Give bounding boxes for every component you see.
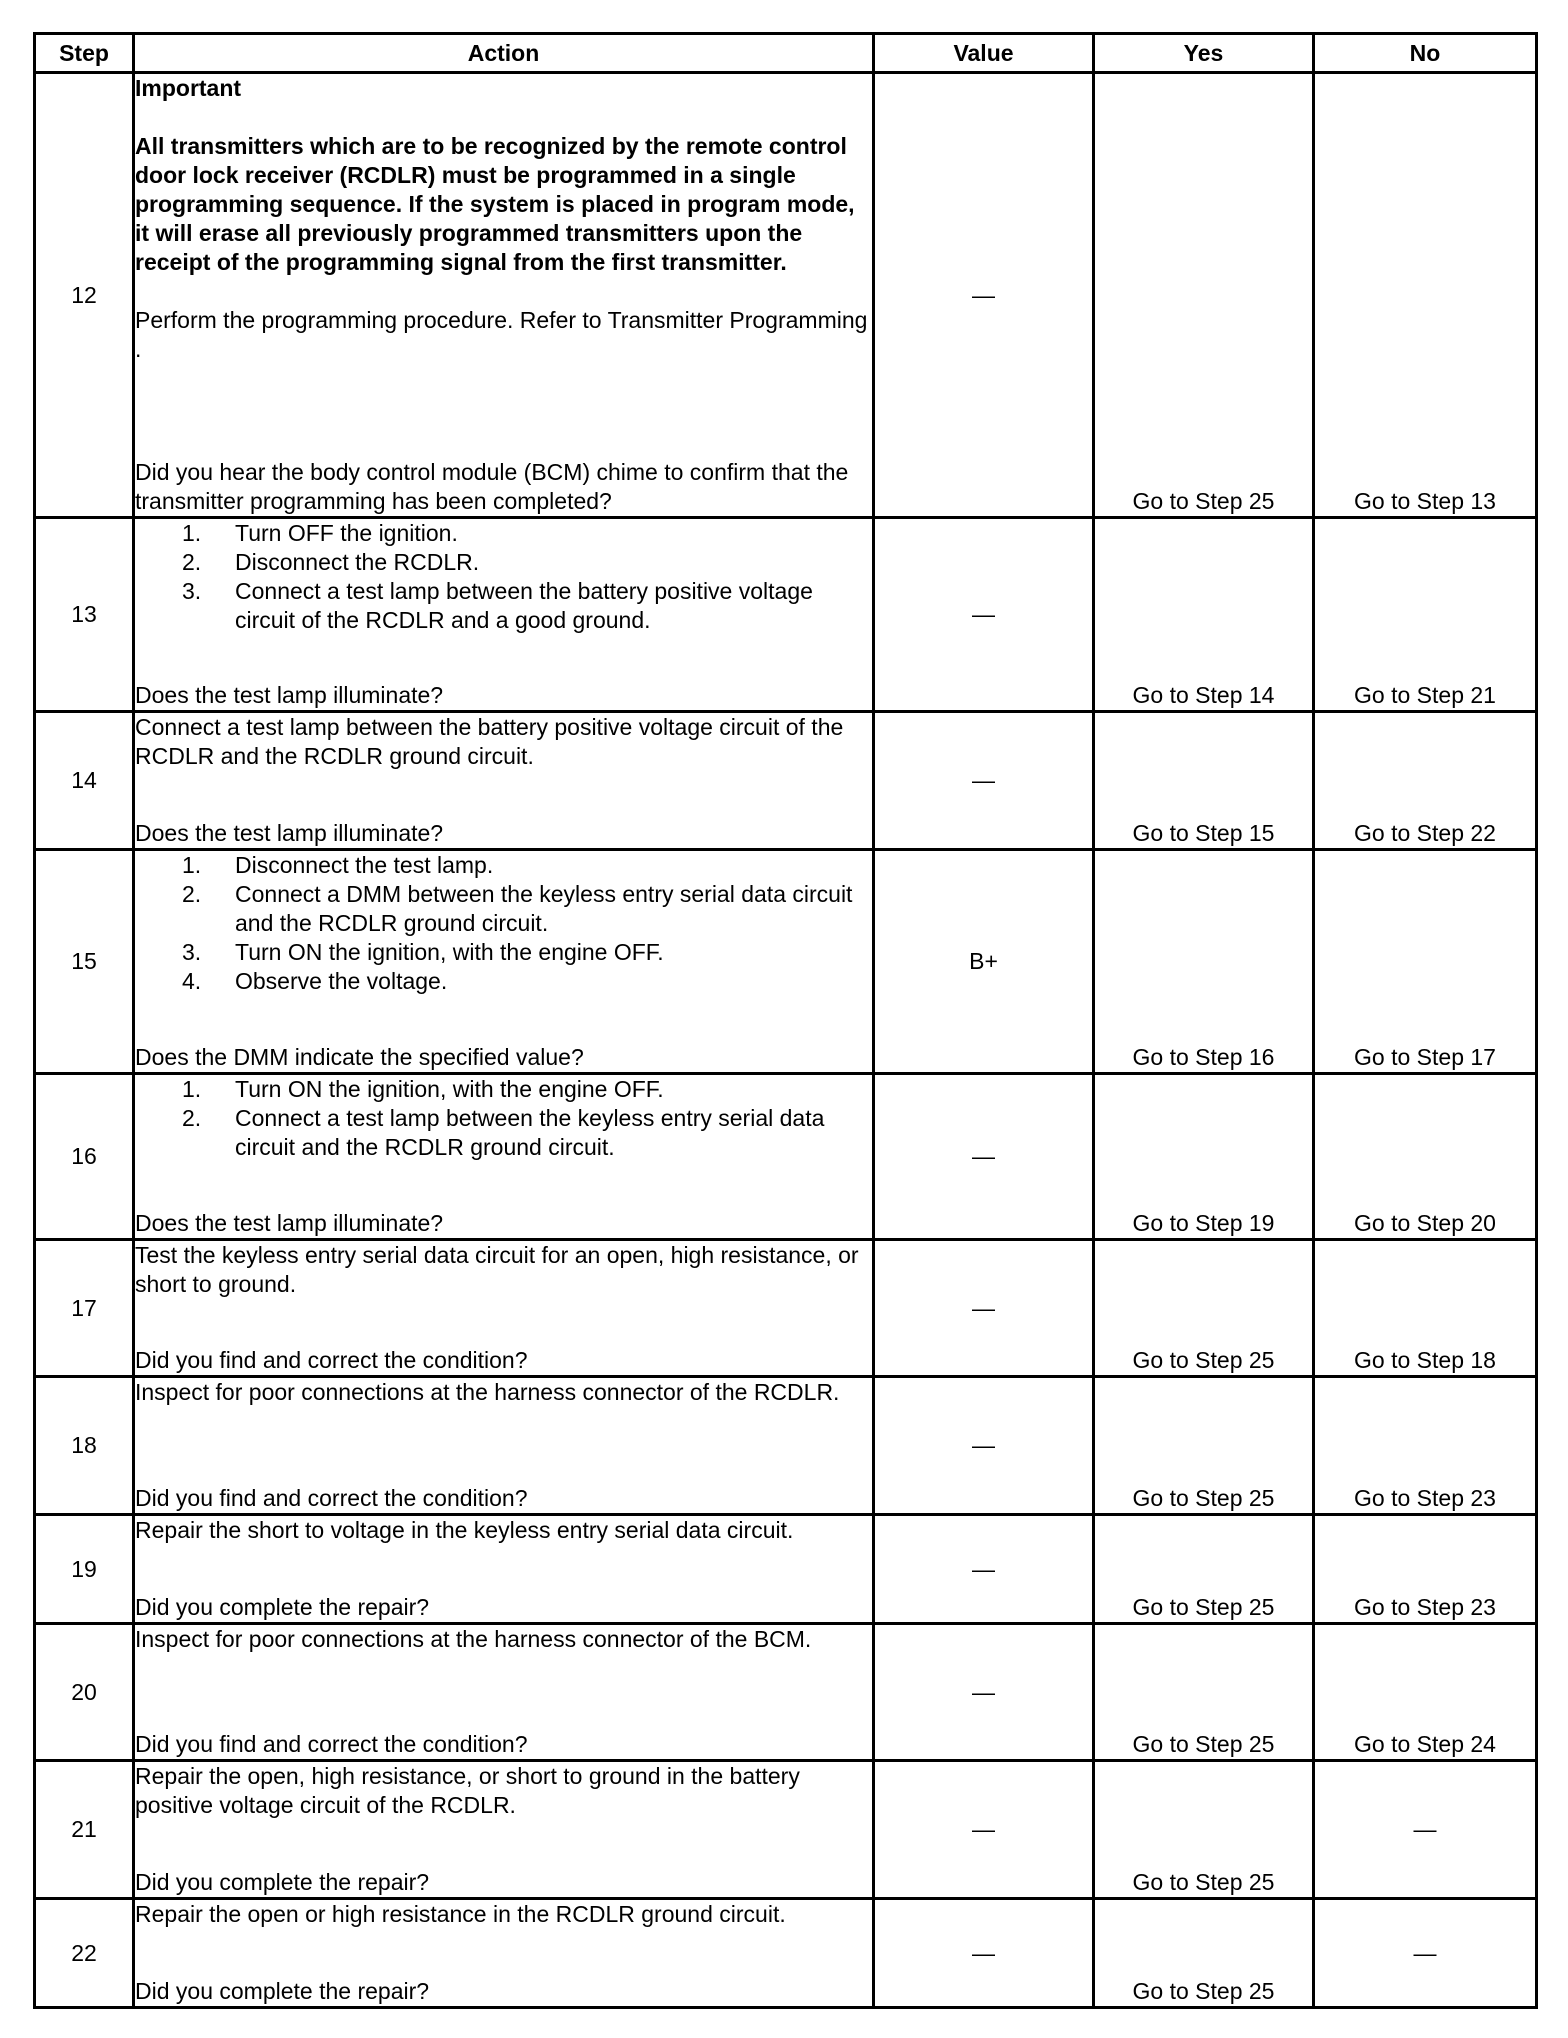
- action-question: Does the test lamp illuminate?: [135, 682, 444, 708]
- no-cell: —: [1314, 1761, 1537, 1899]
- value-cell: —: [874, 1377, 1094, 1515]
- action-instruction: Test the keyless entry serial data circuit for an open, high resistance, or short to ground.: [135, 1242, 859, 1297]
- value-cell: —: [874, 73, 1094, 518]
- value-cell: —: [874, 1899, 1094, 2008]
- action-cell: [134, 1074, 874, 1240]
- table-row: [35, 1761, 1537, 1899]
- step-number: 19: [35, 1515, 134, 1624]
- no-cell: Go to Step 20: [1314, 1074, 1537, 1240]
- yes-cell: Go to Step 14: [1094, 518, 1314, 712]
- action-instruction: Inspect for poor connections at the harness connector of the BCM.: [135, 1626, 812, 1652]
- action-cell: [134, 1515, 874, 1624]
- table-row: [35, 712, 1537, 850]
- action-cell: [134, 518, 874, 712]
- action-instruction: Perform the programming procedure. Refer to Transmitter Programming .: [135, 307, 868, 362]
- no-cell: Go to Step 23: [1314, 1377, 1537, 1515]
- table-row: [35, 1515, 1537, 1624]
- action-cell: [134, 73, 874, 518]
- action-question: Did you hear the body control module (BCM) chime to confirm that the transmitter programming has been completed?: [135, 459, 849, 514]
- yes-cell: Go to Step 19: [1094, 1074, 1314, 1240]
- action-cell: [134, 1899, 874, 2008]
- yes-cell: Go to Step 25: [1094, 1377, 1314, 1515]
- step-number: 18: [35, 1377, 134, 1515]
- value-cell: —: [874, 712, 1094, 850]
- yes-cell: Go to Step 25: [1094, 1515, 1314, 1624]
- step-number: 12: [35, 73, 134, 518]
- table-header-row: [35, 34, 1537, 73]
- step-number: 15: [35, 850, 134, 1074]
- header-value: Value: [874, 34, 1094, 73]
- table-row: [35, 1240, 1537, 1377]
- action-question: Did you complete the repair?: [135, 1869, 430, 1895]
- action-cell: [134, 1377, 874, 1515]
- yes-cell: Go to Step 25: [1094, 1624, 1314, 1761]
- no-cell: Go to Step 18: [1314, 1240, 1537, 1377]
- yes-cell: Go to Step 25: [1094, 1240, 1314, 1377]
- action-instruction: Repair the open or high resistance in the RCDLR ground circuit.: [135, 1901, 786, 1927]
- no-cell: Go to Step 23: [1314, 1515, 1537, 1624]
- action-question: Did you find and correct the condition?: [135, 1731, 528, 1757]
- step-number: 20: [35, 1624, 134, 1761]
- action-question: Did you complete the repair?: [135, 1594, 430, 1620]
- yes-cell: Go to Step 15: [1094, 712, 1314, 850]
- table-row: [35, 73, 1537, 518]
- step-number: 22: [35, 1899, 134, 2008]
- no-cell: Go to Step 24: [1314, 1624, 1537, 1761]
- action-question: Did you find and correct the condition?: [135, 1347, 528, 1373]
- step-number: 16: [35, 1074, 134, 1240]
- list-item: 1. Disconnect the test lamp.: [182, 852, 494, 878]
- action-steps: [135, 1075, 872, 1162]
- no-cell: Go to Step 22: [1314, 712, 1537, 850]
- step-number: 14: [35, 712, 134, 850]
- value-cell: —: [874, 1074, 1094, 1240]
- diagnostic-table: [33, 32, 1538, 2009]
- action-cell: [134, 712, 874, 850]
- action-instruction: Repair the short to voltage in the keyless entry serial data circuit.: [135, 1517, 794, 1543]
- list-item: 3. Connect a test lamp between the battery positive voltage circuit of the RCDLR and a good ground.: [182, 578, 813, 633]
- no-cell: Go to Step 21: [1314, 518, 1537, 712]
- yes-cell: Go to Step 25: [1094, 1899, 1314, 2008]
- list-item: 2. Connect a DMM between the keyless entry serial data circuit and the RCDLR ground circuit.: [182, 881, 853, 936]
- action-instruction: Inspect for poor connections at the harness connector of the RCDLR.: [135, 1379, 840, 1405]
- action-cell: [134, 1761, 874, 1899]
- list-item: 1. Turn OFF the ignition.: [182, 520, 458, 546]
- no-cell: —: [1314, 1899, 1537, 2008]
- list-item: 4. Observe the voltage.: [182, 968, 448, 994]
- step-number: 17: [35, 1240, 134, 1377]
- header-action: Action: [134, 34, 874, 73]
- table-row: [35, 850, 1537, 1074]
- yes-cell: Go to Step 25: [1094, 73, 1314, 518]
- no-cell: Go to Step 13: [1314, 73, 1537, 518]
- important-text: All transmitters which are to be recognized by the remote control door lock receiver (RCDLR) must be programmed in a single programming sequence. If the system is placed in program mode, it will erase all previously programmed transmitters upon the receipt of the programming signal from the first transmitter.: [135, 133, 855, 275]
- action-question: Did you find and correct the condition?: [135, 1485, 528, 1511]
- yes-cell: Go to Step 16: [1094, 850, 1314, 1074]
- action-steps: [135, 851, 872, 996]
- value-cell: —: [874, 1240, 1094, 1377]
- action-cell: [134, 1240, 874, 1377]
- list-item: 3. Turn ON the ignition, with the engine OFF.: [182, 939, 664, 965]
- value-cell: —: [874, 1624, 1094, 1761]
- table-row: [35, 1899, 1537, 2008]
- action-question: Does the DMM indicate the specified value?: [135, 1044, 584, 1070]
- action-question: Does the test lamp illuminate?: [135, 1210, 444, 1236]
- no-cell: Go to Step 17: [1314, 850, 1537, 1074]
- action-question: Does the test lamp illuminate?: [135, 820, 444, 846]
- action-instruction: Repair the open, high resistance, or short to ground in the battery positive voltage circuit of the RCDLR.: [135, 1763, 800, 1818]
- value-cell: —: [874, 518, 1094, 712]
- list-item: 1. Turn ON the ignition, with the engine OFF.: [182, 1076, 664, 1102]
- action-question: Did you complete the repair?: [135, 1978, 430, 2004]
- table-row: [35, 1074, 1537, 1240]
- action-steps: [135, 519, 872, 635]
- table-row: [35, 1377, 1537, 1515]
- header-step: Step: [35, 34, 134, 73]
- header-yes: Yes: [1094, 34, 1314, 73]
- action-instruction: Connect a test lamp between the battery positive voltage circuit of the RCDLR and the RCDLR ground circuit.: [135, 714, 844, 769]
- action-cell: [134, 1624, 874, 1761]
- value-cell: —: [874, 1515, 1094, 1624]
- yes-cell: Go to Step 25: [1094, 1761, 1314, 1899]
- step-number: 13: [35, 518, 134, 712]
- list-item: 2. Disconnect the RCDLR.: [182, 549, 480, 575]
- value-cell: B+: [874, 850, 1094, 1074]
- list-item: 2. Connect a test lamp between the keyless entry serial data circuit and the RCDLR ground circuit.: [182, 1105, 825, 1160]
- step-number: 21: [35, 1761, 134, 1899]
- action-cell: [134, 850, 874, 1074]
- value-cell: —: [874, 1761, 1094, 1899]
- table-row: [35, 1624, 1537, 1761]
- important-label: Important: [135, 75, 242, 101]
- table-row: [35, 518, 1537, 712]
- header-no: No: [1314, 34, 1537, 73]
